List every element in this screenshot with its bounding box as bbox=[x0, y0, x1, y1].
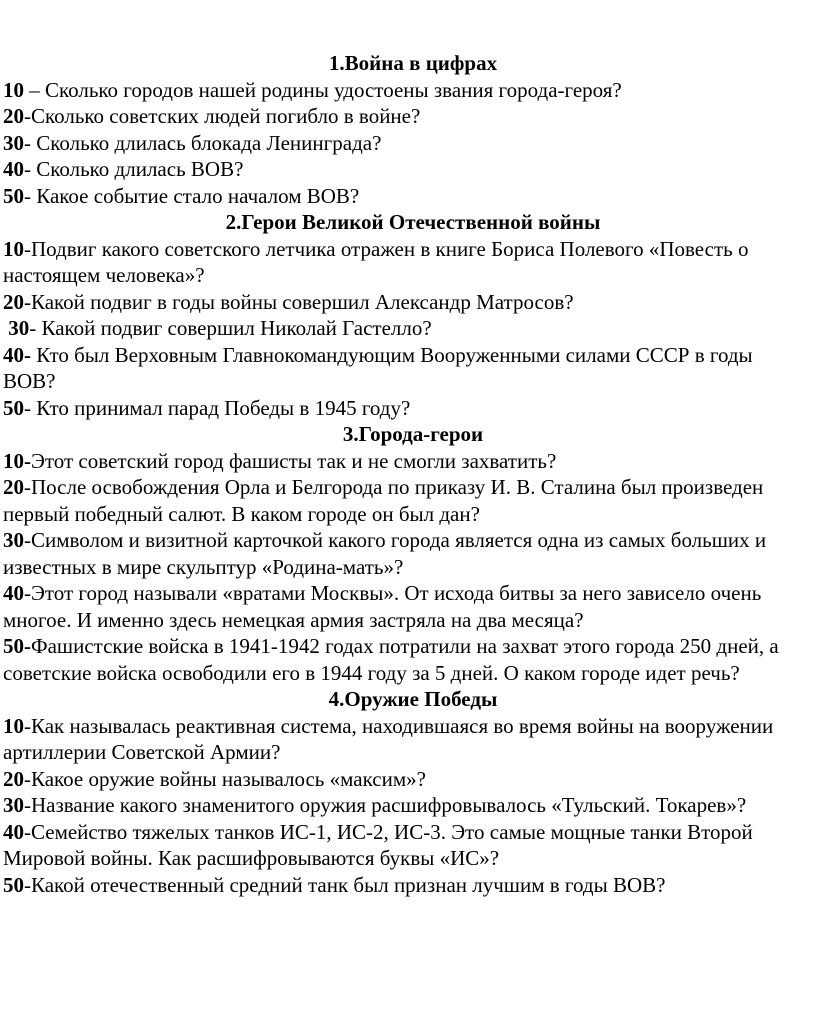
section-war-in-numbers bbox=[0, 50, 816, 209]
question-item bbox=[0, 580, 816, 633]
question-points: 10- bbox=[3, 448, 31, 473]
question-points: 40 bbox=[3, 819, 24, 844]
question-item bbox=[0, 766, 816, 793]
question-points: 20 bbox=[3, 104, 24, 128]
question-points: 40 bbox=[3, 157, 24, 181]
question-item bbox=[0, 527, 816, 580]
question-points: 30 bbox=[3, 316, 30, 340]
section-heroes bbox=[0, 209, 816, 421]
question-item bbox=[0, 130, 816, 157]
question-points: 30 bbox=[3, 528, 24, 552]
question-text: Кто был Верховным Главнокомандующим Вооруженными силами СССР в годы ВОВ? bbox=[3, 342, 753, 393]
question-points: 30 bbox=[3, 130, 24, 155]
question-text: -Сколько советских людей погибло в войне? bbox=[24, 104, 421, 128]
question-points: 50 bbox=[3, 872, 24, 897]
question-text: -Подвиг какого советского летчика отражен в книге Бориса Полевого «Повесть о настоящем человека»? bbox=[3, 236, 749, 287]
question-text: – Сколько городов нашей родины удостоены звания города-героя? bbox=[24, 77, 622, 102]
question-text: - Сколько длилась ВОВ? bbox=[24, 157, 244, 181]
question-item bbox=[0, 156, 816, 183]
section-title: 1.Война в цифрах bbox=[328, 51, 498, 75]
question-text: - Сколько длилась блокада Ленинграда? bbox=[24, 130, 382, 155]
question-text: - Какой подвиг совершил Николай Гастелло? bbox=[29, 316, 432, 340]
question-item bbox=[0, 448, 816, 475]
section-title: 2.Герои Великой Отечественной войны bbox=[225, 210, 601, 234]
question-item bbox=[0, 103, 816, 130]
question-item bbox=[0, 474, 816, 527]
question-points: 50 bbox=[3, 395, 24, 420]
question-item bbox=[0, 819, 816, 872]
question-text: - Какое событие стало началом ВОВ? bbox=[24, 183, 360, 208]
question-points: 10 bbox=[3, 713, 24, 738]
question-text: -Какой подвиг в годы войны совершил Александр Матросов? bbox=[24, 289, 574, 314]
question-points: 50- bbox=[3, 634, 31, 658]
question-text: - Кто принимал парад Победы в 1945 году? bbox=[24, 395, 411, 420]
question-item bbox=[0, 315, 816, 342]
question-item bbox=[0, 713, 816, 766]
question-points: 20 bbox=[3, 766, 24, 791]
question-item bbox=[0, 77, 816, 104]
section-title: 4.Оружие Победы bbox=[328, 687, 498, 711]
question-points: 20 bbox=[3, 475, 24, 499]
question-text: -Какой отечественный средний танк был признан лучшим в годы ВОВ? bbox=[24, 872, 666, 897]
question-points: 10 bbox=[3, 77, 24, 102]
question-item bbox=[0, 633, 816, 686]
question-text: -Этот город называли «вратами Москвы». От исхода битвы за него зависело очень многое. И именно здесь немецкая армия застряла на два месяца? bbox=[3, 581, 762, 632]
question-item bbox=[0, 236, 816, 289]
question-item bbox=[0, 395, 816, 422]
section-weapons bbox=[0, 686, 816, 898]
quiz-document bbox=[0, 50, 816, 898]
question-item bbox=[0, 289, 816, 316]
question-text: -Какое оружие войны называлось «максим»? bbox=[24, 766, 426, 791]
question-item bbox=[0, 183, 816, 210]
question-text: Этот советский город фашисты так и не смогли захватить? bbox=[31, 448, 557, 473]
question-points: 40 bbox=[3, 581, 24, 605]
section-hero-cities bbox=[0, 421, 816, 686]
question-text: -После освобождения Орла и Белгорода по приказу И. В. Сталина был произведен первый победный салют. В каком городе он был дан? bbox=[3, 475, 764, 526]
question-item bbox=[0, 872, 816, 899]
question-text: -Название какого знаменитого оружия расшифровывалось «Тульский. Токарев»? bbox=[24, 793, 747, 817]
question-points: 20 bbox=[3, 289, 24, 314]
section-title: 3.Города-герои bbox=[342, 422, 484, 446]
question-points: 50 bbox=[3, 183, 24, 208]
question-text: -Как называлась реактивная система, находившаяся во время войны на вооружении артиллерии Советской Армии? bbox=[3, 713, 774, 764]
question-item bbox=[0, 342, 816, 395]
question-points: 10 bbox=[3, 236, 24, 261]
question-text: Фашистские войска в 1941-1942 годах потратили на захват этого города 250 дней, а советские войска освободили его в 1944 году за 5 дней. О каком городе идет речь? bbox=[3, 634, 779, 685]
question-text: -Символом и визитной карточкой какого города является одна из самых больших и известных в мире скульптур «Родина-мать»? bbox=[3, 528, 767, 579]
question-points: 40- bbox=[3, 342, 31, 367]
question-points: 30 bbox=[3, 793, 24, 817]
question-text: -Семейство тяжелых танков ИС-1, ИС-2, ИС-3. Это самые мощные танки Второй Мировой войны. Как расшифровываются буквы «ИС»? bbox=[3, 819, 753, 870]
question-item bbox=[0, 792, 816, 819]
